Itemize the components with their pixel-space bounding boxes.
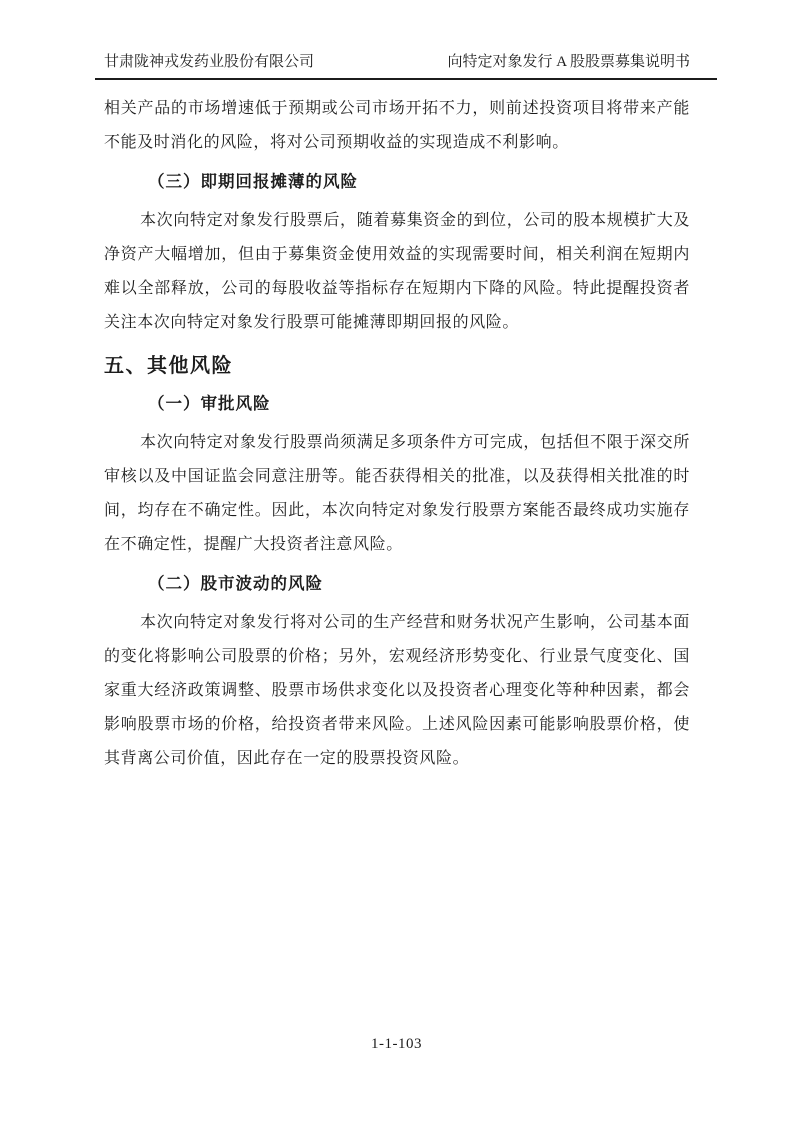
heading-section-5-2-market-volatility-risk: （二）股市波动的风险 bbox=[148, 575, 323, 593]
paragraph-section-5-1: 本次向特定对象发行股票尚须满足多项条件方可完成，包括但不限于深交所审核以及中国证监会同意注册等。能否获得相关的批准，以及获得相关批准的时间，均存在不确定性。因此，本次向特定对象发行股票方案能否最终成功实施存在不确定性，提醒广大投资者注意风险。 bbox=[104, 434, 690, 553]
paragraph-section-5-2: 本次向特定对象发行将对公司的生产经营和财务状况产生影响，公司基本面的变化将影响公司股票的价格；另外，宏观经济形势变化、行业景气度变化、国家重大经济政策调整、股票市场供求变化以及投资者心理变化等种种因素，都会影响股票市场的价格，给投资者带来风险。上述风险因素可能影响股票价格，使其背离公司价值，因此存在一定的股票投资风险。 bbox=[104, 614, 690, 767]
paragraph-continuation: 相关产品的市场增速低于预期或公司市场开拓不力，则前述投资项目将带来产能不能及时消化的风险，将对公司预期收益的实现造成不利影响。 bbox=[104, 100, 690, 151]
heading-section-5-other-risks: 五、其他风险 bbox=[104, 355, 233, 377]
page-footer bbox=[0, 1036, 793, 1053]
header-doc-title: 向特定对象发行 A 股股票募集说明书 bbox=[447, 54, 690, 70]
heading-section-5-1-approval-risk: （一）审批风险 bbox=[148, 395, 271, 413]
page-header bbox=[95, 0, 717, 80]
header-company-name: 甘肃陇神戎发药业股份有限公司 bbox=[104, 54, 315, 70]
heading-section-3-dilution-risk: （三）即期回报摊薄的风险 bbox=[148, 173, 358, 191]
page-number: 1-1-103 bbox=[371, 1036, 422, 1052]
document-body bbox=[104, 80, 690, 776]
paragraph-section-3: 本次向特定对象发行股票后，随着募集资金的到位，公司的股本规模扩大及净资产大幅增加，但由于募集资金使用效益的实现需要时间，相关利润在短期内难以全部释放，公司的每股收益等指标存在短期内下降的风险。特此提醒投资者关注本次向特定对象发行股票可能摊薄即期回报的风险。 bbox=[104, 212, 690, 331]
